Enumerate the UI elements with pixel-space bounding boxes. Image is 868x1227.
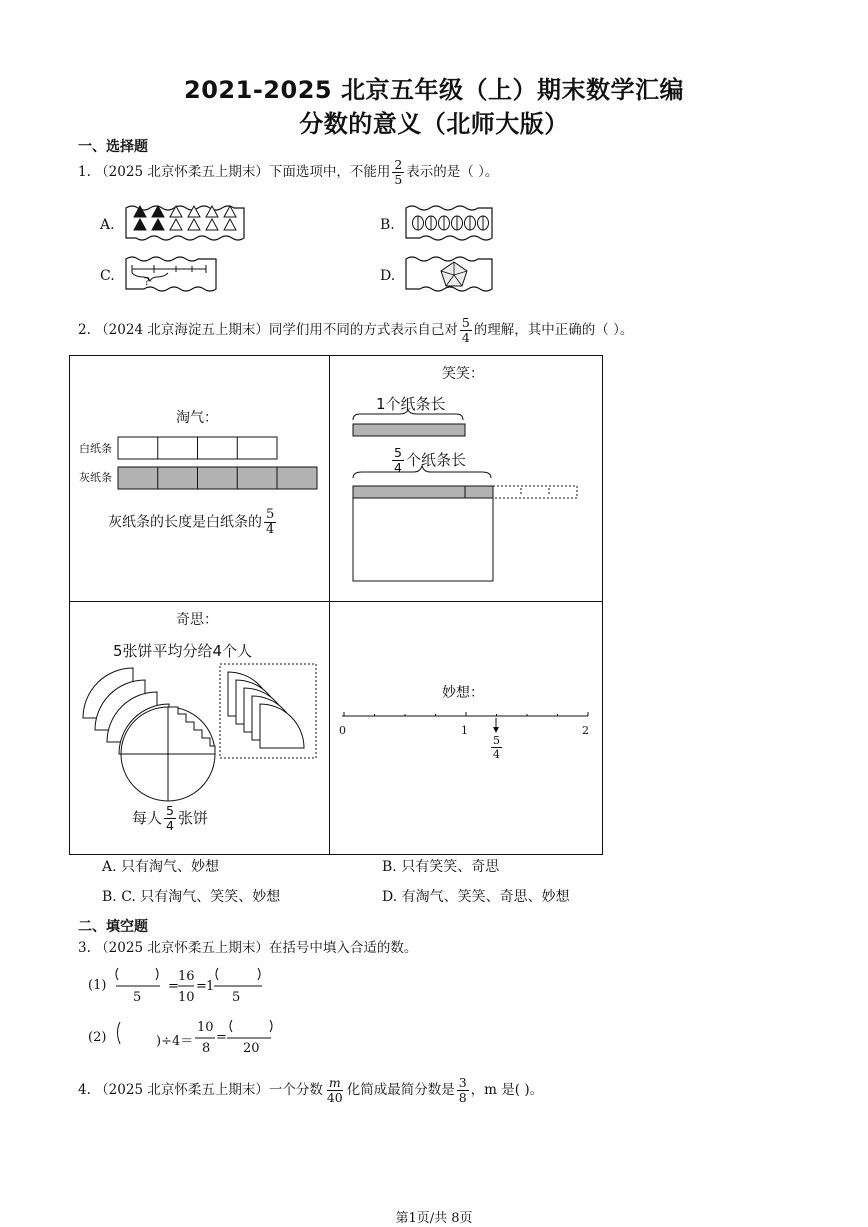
- question-3: 3. （2025 北京怀柔五上期末）在括号中填入合适的数。: [78, 940, 418, 956]
- taoqi-caption: 灰纸条的长度是白纸条的 $\frac{5}{4}$: [108, 507, 275, 537]
- q3-p2-division: )÷4＝: [156, 1034, 194, 1049]
- grid-divider-vertical: [329, 355, 330, 854]
- hollow-triangle: [170, 219, 182, 230]
- q3-p2-den2: 20: [243, 1041, 260, 1056]
- q3-p1-den3: 5: [232, 990, 241, 1005]
- q4-prefix: 4. （2025 北京怀柔五上期末）一个分数: [78, 1082, 323, 1098]
- q1-option-c-bar: [124, 253, 220, 295]
- q3-p1-num2: 16: [178, 969, 195, 984]
- q2-option-d[interactable]: D. 有淘气、笑笑、奇思、妙想: [382, 889, 570, 905]
- q3-p2-den: 8: [202, 1041, 211, 1056]
- hollow-triangle: [206, 219, 218, 230]
- q1-option-d-pentagon: [404, 253, 496, 295]
- q1-option-b-circles: [404, 202, 496, 244]
- q2-option-b[interactable]: B. 只有笑笑、奇思: [382, 859, 500, 875]
- q3-p1-den2: 10: [178, 990, 195, 1005]
- section-fill-heading: 二、填空题: [78, 919, 148, 935]
- qisi-caption: 每人 $\frac{5}{4}$ 张饼: [132, 803, 208, 833]
- q2-option-a[interactable]: A. 只有淘气、妙想: [102, 859, 220, 875]
- svg-text:=: =: [168, 979, 179, 994]
- filled-triangle: [134, 206, 146, 217]
- q3-part2-label: (2): [88, 1030, 107, 1045]
- taoqi-name: 淘气：: [176, 410, 218, 426]
- filled-triangle: [152, 219, 164, 230]
- q2-option-c[interactable]: B. C. 只有淘气、笑笑、妙想: [102, 889, 281, 905]
- q4-middle: 化简成最简分数是: [346, 1082, 455, 1098]
- document-title: 2021-2025 北京五年级（上）期末数学汇编: [184, 76, 684, 104]
- q3-p2-num: 10: [197, 1020, 214, 1035]
- question-4: 4. （2025 北京怀柔五上期末）一个分数 $\frac{m}{40}$ 化简成最简分数是 $\frac{3}{8}$ ，m 是( )。: [78, 1075, 544, 1105]
- page-number: 第1页/共 8页: [395, 1211, 473, 1226]
- q2-prefix: 2. （2024 北京海淀五上期末）同学们用不同的方式表示自己对: [78, 322, 458, 338]
- q1-option-a-triangles: [124, 202, 250, 244]
- q2-fraction: $\frac{5}{4}$: [461, 315, 470, 345]
- qisi-name: 奇思：: [176, 612, 218, 628]
- section-choice-heading: 一、选择题: [78, 139, 148, 155]
- q1-fraction: $\frac{2}{5}$: [394, 157, 403, 187]
- hollow-triangle: [224, 219, 236, 230]
- q3-p2-equals: =: [216, 1030, 227, 1045]
- xiaoxiao-name: 笑笑：: [442, 366, 484, 382]
- xiaoxiao-diagram: [350, 410, 580, 585]
- q1-option-c-label: C.: [100, 268, 115, 284]
- qisi-heading: 5张饼平均分给4个人: [113, 642, 253, 660]
- white-strip-label: 白纸条: [79, 442, 112, 455]
- number-line-fraction: $\frac{5}{4}$: [493, 734, 500, 761]
- q1-option-d-label: D.: [380, 268, 396, 284]
- question-2: [78, 316, 633, 345]
- grid-divider-horizontal: [69, 601, 602, 602]
- tick-label-1: 1: [461, 724, 468, 737]
- taoqi-strips: [117, 436, 319, 492]
- triangle-row: [134, 206, 236, 230]
- tick-label-0: 0: [339, 724, 346, 737]
- hollow-triangle: [170, 206, 182, 217]
- gray-strip-label: 灰纸条: [79, 471, 112, 484]
- q3-p2-open-paren: [114, 1018, 124, 1048]
- q3-p2-blank-paren: [226, 1016, 276, 1038]
- tick-label-2: 2: [582, 724, 589, 737]
- q1-option-c-question-mark: ?: [144, 275, 150, 288]
- q1-suffix: 表示的是（ ）。: [406, 164, 499, 180]
- q3-p1-den1: 5: [133, 990, 142, 1005]
- filled-triangle: [134, 219, 146, 230]
- miaoxiang-name: 妙想：: [442, 685, 484, 701]
- hollow-triangle: [188, 219, 200, 230]
- qisi-pancakes: [78, 662, 323, 802]
- q1-option-a-label: A.: [100, 217, 115, 233]
- q4-suffix: ，m 是( )。: [470, 1082, 544, 1098]
- q1-prefix: 1. （2025 北京怀柔五上期末）下面选项中，不能用: [78, 164, 391, 180]
- q3-p1-whole: 1: [206, 979, 215, 994]
- hollow-triangle: [206, 206, 218, 217]
- q1-option-b-label: B.: [380, 217, 395, 233]
- q2-suffix: 的理解，其中正确的（ ）。: [473, 322, 634, 338]
- document-subtitle: 分数的意义（北师大版）: [299, 110, 569, 138]
- svg-text:=: =: [196, 979, 207, 994]
- one-strip-label: 1个纸条长: [376, 395, 446, 413]
- question-1: [78, 158, 498, 187]
- xiaoxiao-fraction-label: $\frac{5}{4}$ 个纸条长: [394, 445, 466, 475]
- q3-part1-label: (1): [88, 978, 107, 993]
